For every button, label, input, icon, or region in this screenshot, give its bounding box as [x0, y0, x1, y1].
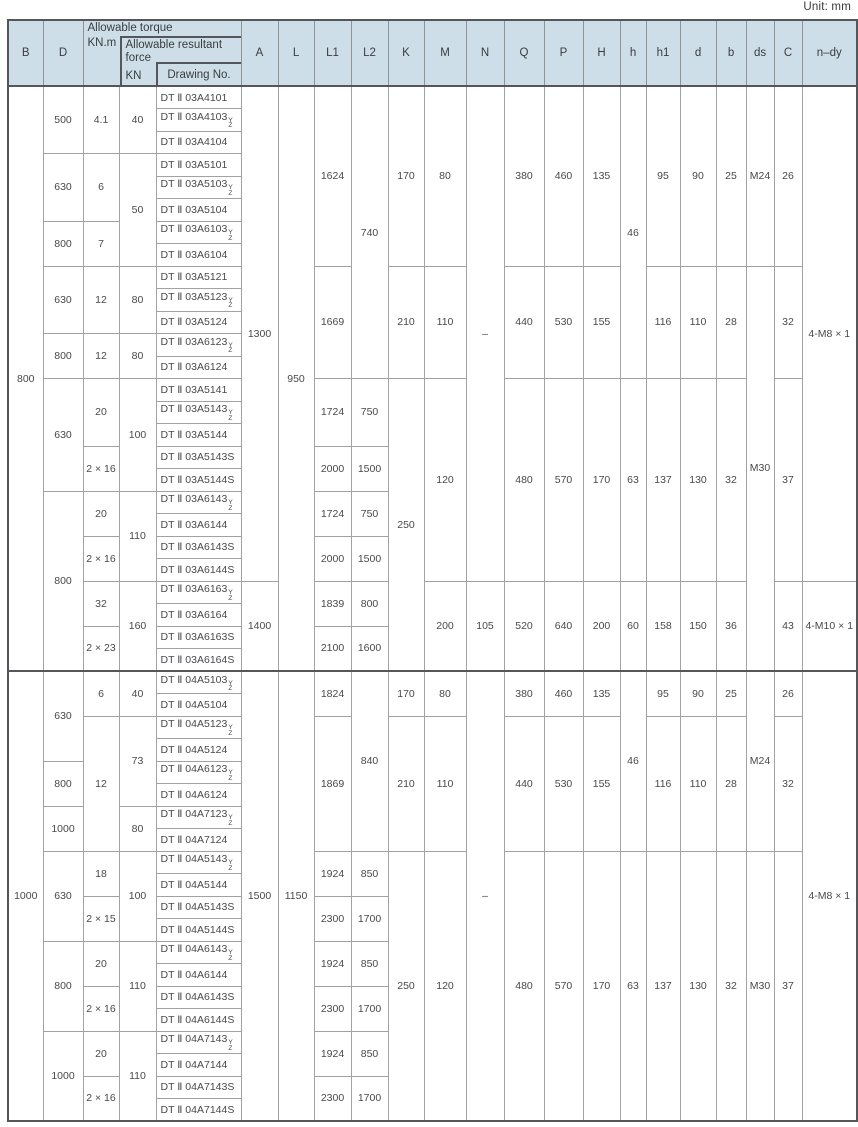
table-row	[8, 379, 857, 402]
cell-bb: 25	[716, 86, 746, 266]
cell-d: 800	[43, 334, 83, 379]
col-header-P: P	[544, 20, 583, 86]
cell-l1: 1669	[314, 266, 351, 379]
cell-h: 135	[583, 86, 620, 266]
cell-dwg: DT Ⅱ 03A5123 Y Z	[156, 289, 241, 312]
cell-l1: 1869	[314, 716, 351, 851]
cell-c: 26	[774, 671, 802, 716]
cell-tq: 4.1	[83, 86, 119, 154]
cell-d: 800	[43, 761, 83, 806]
yz-suffix: Y Z	[228, 1039, 233, 1052]
cell-l: 1150	[278, 671, 314, 1121]
cell-k: 210	[388, 266, 424, 379]
drawing-no-header	[156, 62, 241, 85]
cell-dd: 130	[680, 851, 716, 1121]
cell-dwg: DT Ⅱ 03A5121	[156, 266, 241, 289]
cell-l2: 750	[351, 491, 388, 536]
cell-dwg: DT Ⅱ 04A7123 Y Z	[156, 806, 241, 829]
cell-d: 630	[43, 671, 83, 761]
cell-q: 380	[504, 86, 544, 266]
cell-k: 170	[388, 671, 424, 716]
cell-kn: 40	[119, 671, 156, 716]
cell-tq: 12	[83, 716, 119, 851]
cell-tq: 7	[83, 221, 119, 266]
torque-label: Allowable torque	[87, 22, 173, 34]
cell-tq: 2 × 15	[83, 896, 119, 941]
cell-dwg: DT Ⅱ 04A6143 Y Z	[156, 941, 241, 964]
cell-kn: 110	[119, 1031, 156, 1121]
cell-l1: 1824	[314, 671, 351, 716]
cell-b: 800	[8, 86, 43, 671]
cell-d: 630	[43, 851, 83, 941]
cell-l1: 1724	[314, 491, 351, 536]
cell-dwg: DT Ⅱ 04A5104	[156, 694, 241, 717]
cell-dd: 110	[680, 716, 716, 851]
cell-k: 170	[388, 86, 424, 266]
cell-dwg: DT Ⅱ 04A5144	[156, 874, 241, 897]
cell-l1: 2100	[314, 626, 351, 671]
cell-dwg: DT Ⅱ 03A5104	[156, 199, 241, 222]
col-header-torque-group	[83, 20, 241, 86]
cell-tq: 6	[83, 154, 119, 222]
cell-d: 800	[43, 941, 83, 1031]
cell-dwg: DT Ⅱ 04A6123 Y Z	[156, 761, 241, 784]
table-row	[8, 86, 857, 109]
table-row	[8, 671, 857, 694]
cell-h: 170	[583, 379, 620, 582]
cell-m: 200	[424, 581, 466, 671]
cell-tq: 20	[83, 379, 119, 447]
cell-d: 630	[43, 154, 83, 222]
cell-h: 170	[583, 851, 620, 1121]
cell-dd: 150	[680, 581, 716, 671]
cell-q: 520	[504, 581, 544, 671]
cell-q: 440	[504, 266, 544, 379]
yz-suffix: Y Z	[228, 724, 233, 737]
cell-tq: 2 × 16	[83, 536, 119, 581]
cell-hh: 63	[620, 379, 646, 582]
col-header-B: B	[8, 20, 43, 86]
cell-kn: 80	[119, 806, 156, 851]
cell-dwg: DT Ⅱ 03A6123 Y Z	[156, 334, 241, 357]
cell-kn: 110	[119, 941, 156, 1031]
cell-dwg: DT Ⅱ 03A5141	[156, 379, 241, 402]
cell-dwg: DT Ⅱ 03A6163S	[156, 626, 241, 649]
cell-k: 250	[388, 379, 424, 672]
cell-dwg: DT Ⅱ 04A5144S	[156, 919, 241, 942]
cell-tq: 32	[83, 581, 119, 626]
cell-l1: 2000	[314, 446, 351, 491]
cell-l1: 1724	[314, 379, 351, 447]
cell-d: 800	[43, 221, 83, 266]
cell-h: 200	[583, 581, 620, 671]
col-header-ds: ds	[746, 20, 774, 86]
col-header-K: K	[388, 20, 424, 86]
cell-a: 1400	[241, 581, 278, 671]
cell-l1: 1924	[314, 851, 351, 896]
spec-table	[7, 19, 858, 1122]
cell-p: 530	[544, 716, 583, 851]
cell-bb: 32	[716, 379, 746, 582]
cell-p: 530	[544, 266, 583, 379]
cell-l2: 1700	[351, 986, 388, 1031]
cell-dwg: DT Ⅱ 03A6163 Y Z	[156, 581, 241, 604]
cell-h: 135	[583, 671, 620, 716]
cell-ndy: 4-M8 × 1	[802, 671, 857, 1121]
cell-tq: 6	[83, 671, 119, 716]
cell-dwg: DT Ⅱ 04A5124	[156, 739, 241, 762]
cell-q: 480	[504, 379, 544, 582]
cell-l2: 850	[351, 851, 388, 896]
cell-d: 630	[43, 266, 83, 334]
col-header-H: H	[583, 20, 620, 86]
col-header-N: N	[466, 20, 504, 86]
cell-dwg: DT Ⅱ 03A6144S	[156, 559, 241, 582]
cell-m: 110	[424, 266, 466, 379]
cell-l2: 1700	[351, 1076, 388, 1121]
cell-kn: 50	[119, 154, 156, 267]
yz-suffix: Y Z	[228, 769, 233, 782]
cell-m: 80	[424, 86, 466, 266]
cell-dwg: DT Ⅱ 03A6143S	[156, 536, 241, 559]
yz-suffix: Y Z	[228, 341, 233, 355]
cell-dwg: DT Ⅱ 04A6143S	[156, 986, 241, 1009]
yz-suffix: Y Z	[228, 679, 233, 692]
col-header-h1: h1	[646, 20, 680, 86]
cell-l1: 1924	[314, 941, 351, 986]
cell-bb: 28	[716, 266, 746, 379]
cell-kn: 80	[119, 266, 156, 334]
cell-d: 630	[43, 379, 83, 492]
cell-c: 43	[774, 581, 802, 671]
cell-q: 480	[504, 851, 544, 1121]
cell-kn: 100	[119, 851, 156, 941]
col-header-D: D	[43, 20, 83, 86]
cell-dd: 130	[680, 379, 716, 582]
cell-p: 570	[544, 851, 583, 1121]
cell-m: 110	[424, 716, 466, 851]
cell-n: –	[466, 671, 504, 1121]
cell-h1: 158	[646, 581, 680, 671]
resultant-force-box	[120, 36, 241, 85]
col-header-b: b	[716, 20, 746, 86]
cell-p: 460	[544, 86, 583, 266]
cell-m: 120	[424, 379, 466, 582]
cell-ds: M24	[746, 86, 774, 266]
cell-m: 120	[424, 851, 466, 1121]
cell-hh: 46	[620, 671, 646, 851]
cell-dd: 110	[680, 266, 716, 379]
cell-kn: 40	[119, 86, 156, 154]
cell-a: 1500	[241, 671, 278, 1121]
cell-kn: 160	[119, 581, 156, 671]
cell-tq: 20	[83, 941, 119, 986]
yz-suffix: Y Z	[228, 859, 233, 872]
col-header-h: h	[620, 20, 646, 86]
cell-d: 500	[43, 86, 83, 154]
cell-hh: 46	[620, 86, 646, 379]
cell-tq: 2 × 16	[83, 1076, 119, 1121]
cell-k: 250	[388, 851, 424, 1121]
unit-label: Unit: mm	[803, 1, 851, 13]
cell-kn: 73	[119, 716, 156, 806]
cell-tq: 20	[83, 491, 119, 536]
resultant-label: Allowable resultant force	[125, 39, 223, 64]
cell-dwg: DT Ⅱ 03A5101	[156, 154, 241, 177]
cell-c: 26	[774, 86, 802, 266]
yz-suffix: Y Z	[228, 949, 233, 962]
col-header-L: L	[278, 20, 314, 86]
cell-dwg: DT Ⅱ 04A5103 Y Z	[156, 671, 241, 694]
cell-p: 460	[544, 671, 583, 716]
cell-dwg: DT Ⅱ 04A5143S	[156, 896, 241, 919]
cell-l2: 1600	[351, 626, 388, 671]
cell-tq: 2 × 23	[83, 626, 119, 671]
cell-tq: 2 × 16	[83, 986, 119, 1031]
cell-tq: 2 × 16	[83, 446, 119, 491]
table-row	[8, 851, 857, 874]
cell-n: –	[466, 86, 504, 581]
cell-ds: M30	[746, 851, 774, 1121]
table-row	[8, 581, 857, 604]
cell-dwg: DT Ⅱ 03A5144	[156, 424, 241, 447]
yz-suffix: Y Z	[228, 229, 233, 242]
header-row	[8, 20, 857, 86]
cell-l1: 2300	[314, 896, 351, 941]
cell-l2: 1500	[351, 536, 388, 581]
cell-d: 800	[43, 491, 83, 671]
col-header-n-dy: n–dy	[802, 20, 857, 86]
cell-d: 1000	[43, 806, 83, 851]
col-header-M: M	[424, 20, 466, 86]
yz-suffix: Y Z	[228, 116, 233, 130]
cell-d: 1000	[43, 1031, 83, 1121]
cell-ds: M24	[746, 671, 774, 851]
cell-c: 32	[774, 266, 802, 379]
cell-dwg: DT Ⅱ 04A6124	[156, 784, 241, 807]
cell-c: 32	[774, 716, 802, 851]
cell-l2: 840	[351, 671, 388, 851]
cell-hh: 63	[620, 851, 646, 1121]
cell-p: 640	[544, 581, 583, 671]
col-header-Q: Q	[504, 20, 544, 86]
cell-q: 440	[504, 716, 544, 851]
cell-dwg: DT Ⅱ 03A5143 Y Z	[156, 401, 241, 424]
cell-l2: 850	[351, 941, 388, 986]
col-header-L1: L1	[314, 20, 351, 86]
cell-p: 570	[544, 379, 583, 582]
cell-kn: 110	[119, 491, 156, 581]
cell-b: 1000	[8, 671, 43, 1121]
resultant-unit: KN	[125, 70, 142, 82]
cell-dwg: DT Ⅱ 03A4101	[156, 86, 241, 109]
cell-dd: 90	[680, 671, 716, 716]
cell-k: 210	[388, 716, 424, 851]
cell-dwg: DT Ⅱ 03A5103 Y Z	[156, 176, 241, 199]
cell-m: 80	[424, 671, 466, 716]
cell-h: 155	[583, 716, 620, 851]
cell-dwg: DT Ⅱ 03A6164S	[156, 649, 241, 672]
cell-dd: 90	[680, 86, 716, 266]
torque-unit: KN.m	[87, 37, 117, 49]
cell-dwg: DT Ⅱ 04A7143 Y Z	[156, 1031, 241, 1054]
col-header-C: C	[774, 20, 802, 86]
cell-l2: 1500	[351, 446, 388, 491]
cell-tq: 20	[83, 1031, 119, 1076]
cell-h1: 95	[646, 671, 680, 716]
cell-h1: 116	[646, 266, 680, 379]
yz-suffix: Y Z	[228, 184, 233, 197]
cell-bb: 32	[716, 851, 746, 1121]
cell-l1: 1624	[314, 86, 351, 266]
cell-dwg: DT Ⅱ 04A5143 Y Z	[156, 851, 241, 874]
yz-suffix: Y Z	[228, 499, 233, 512]
cell-bb: 25	[716, 671, 746, 716]
cell-l2: 750	[351, 379, 388, 447]
cell-dwg: DT Ⅱ 04A7143S	[156, 1076, 241, 1099]
cell-dwg: DT Ⅱ 03A6124	[156, 356, 241, 379]
table-row	[8, 716, 857, 739]
cell-l1: 2300	[314, 986, 351, 1031]
cell-l2: 740	[351, 86, 388, 379]
cell-dwg: DT Ⅱ 03A6103 Y Z	[156, 221, 241, 244]
cell-dwg: DT Ⅱ 03A6104	[156, 244, 241, 267]
cell-a: 1300	[241, 86, 278, 581]
cell-ndy: 4-M8 × 1	[802, 86, 857, 581]
cell-h1: 95	[646, 86, 680, 266]
cell-dwg: DT Ⅱ 03A5124	[156, 311, 241, 334]
yz-suffix: Y Z	[228, 296, 233, 310]
cell-kn: 100	[119, 379, 156, 492]
cell-n: 105	[466, 581, 504, 671]
cell-bb: 36	[716, 581, 746, 671]
cell-dwg: DT Ⅱ 04A7144S	[156, 1099, 241, 1122]
cell-l2: 1700	[351, 896, 388, 941]
cell-ds: M30	[746, 266, 774, 671]
cell-l1: 2300	[314, 1076, 351, 1121]
cell-c: 37	[774, 851, 802, 1121]
cell-l1: 1924	[314, 1031, 351, 1076]
col-header-A: A	[241, 20, 278, 86]
drawing-no-label: Drawing No.	[167, 68, 231, 81]
cell-hh: 60	[620, 581, 646, 671]
cell-l2: 850	[351, 1031, 388, 1076]
cell-l1: 2000	[314, 536, 351, 581]
cell-h1: 116	[646, 716, 680, 851]
cell-ndy: 4-M10 × 1	[802, 581, 857, 671]
cell-l2: 800	[351, 581, 388, 626]
cell-dwg: DT Ⅱ 04A7144	[156, 1054, 241, 1077]
cell-c: 37	[774, 379, 802, 582]
cell-dwg: DT Ⅱ 03A5144S	[156, 469, 241, 492]
col-header-d: d	[680, 20, 716, 86]
cell-tq: 12	[83, 266, 119, 334]
cell-tq: 12	[83, 334, 119, 379]
table-body	[8, 86, 857, 1121]
cell-dwg: DT Ⅱ 03A6144	[156, 514, 241, 537]
table-row	[8, 266, 857, 289]
cell-h1: 137	[646, 851, 680, 1121]
cell-h1: 137	[646, 379, 680, 582]
cell-q: 380	[504, 671, 544, 716]
cell-dwg: DT Ⅱ 04A6144S	[156, 1009, 241, 1032]
cell-dwg: DT Ⅱ 03A5143S	[156, 446, 241, 469]
cell-dwg: DT Ⅱ 03A6164	[156, 604, 241, 627]
yz-suffix: Y Z	[228, 814, 233, 827]
cell-tq: 18	[83, 851, 119, 896]
cell-l1: 1839	[314, 581, 351, 626]
yz-suffix: Y Z	[228, 589, 233, 602]
cell-dwg: DT Ⅱ 04A6144	[156, 964, 241, 987]
cell-bb: 28	[716, 716, 746, 851]
cell-dwg: DT Ⅱ 03A4103 Y Z	[156, 109, 241, 132]
col-header-L2: L2	[351, 20, 388, 86]
yz-suffix: Y Z	[228, 409, 233, 422]
cell-kn: 80	[119, 334, 156, 379]
cell-dwg: DT Ⅱ 03A4104	[156, 131, 241, 154]
cell-dwg: DT Ⅱ 03A6143 Y Z	[156, 491, 241, 514]
cell-dwg: DT Ⅱ 04A7124	[156, 829, 241, 852]
cell-h: 155	[583, 266, 620, 379]
cell-l: 950	[278, 86, 314, 671]
cell-dwg: DT Ⅱ 04A5123 Y Z	[156, 716, 241, 739]
